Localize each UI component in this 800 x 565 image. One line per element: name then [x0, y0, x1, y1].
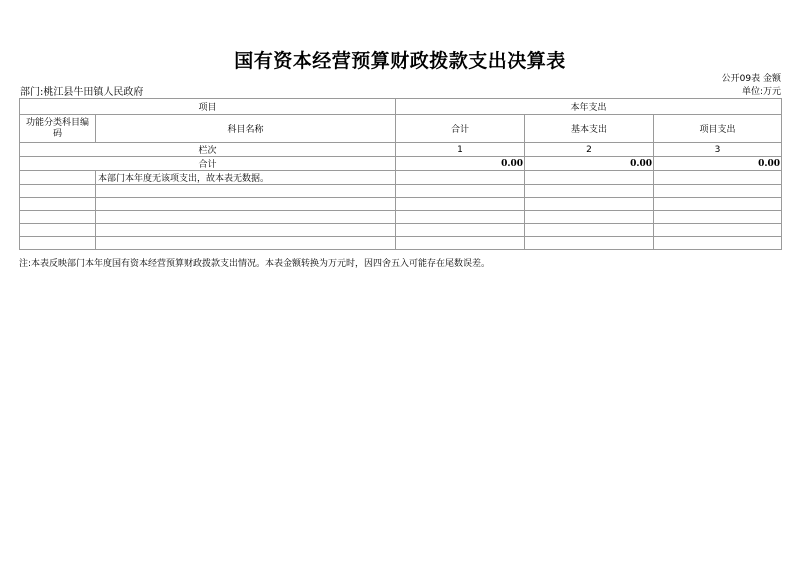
sum-row — [20, 157, 782, 171]
sum-label: 合计 — [20, 157, 396, 171]
no-data-note: 本部门本年度无该项支出，故本表无数据。 — [96, 171, 396, 185]
table-row — [20, 171, 782, 185]
form-code: 公开09表 金额 — [721, 74, 781, 84]
header-name: 科目名称 — [96, 115, 396, 143]
index-2: 2 — [525, 143, 654, 157]
expenditure-table — [19, 98, 782, 250]
page-title: 国有资本经营预算财政拨款支出决算表 — [234, 50, 566, 72]
header-total: 合计 — [396, 115, 525, 143]
header-code: 功能分类科目编码 — [20, 115, 96, 143]
table-row — [20, 211, 782, 224]
sum-project: 0.00 — [654, 157, 782, 171]
header-item: 项目 — [20, 99, 396, 115]
form-meta — [722, 73, 781, 99]
footnote: 注:本表反映部门本年度国有资本经营预算财政拨款支出情况。本表金额转换为万元时，因四舍五入可能存在尾数误差。 — [19, 259, 491, 269]
index-label: 栏次 — [20, 143, 396, 157]
index-3: 3 — [654, 143, 782, 157]
table-row — [20, 185, 782, 198]
header-project: 项目支出 — [654, 115, 782, 143]
sum-total: 0.00 — [396, 157, 525, 171]
index-1: 1 — [396, 143, 525, 157]
sum-basic: 0.00 — [525, 157, 654, 171]
index-row — [20, 143, 782, 157]
table-row — [20, 198, 782, 211]
unit-label: 单位:万元 — [741, 87, 781, 97]
header-current-year: 本年支出 — [396, 99, 782, 115]
table-row — [20, 224, 782, 237]
header-row-1 — [20, 99, 782, 115]
department-label: 部门:桃江县牛田镇人民政府 — [20, 87, 144, 98]
table-row — [20, 237, 782, 250]
header-row-2 — [20, 115, 782, 143]
header-basic: 基本支出 — [525, 115, 654, 143]
